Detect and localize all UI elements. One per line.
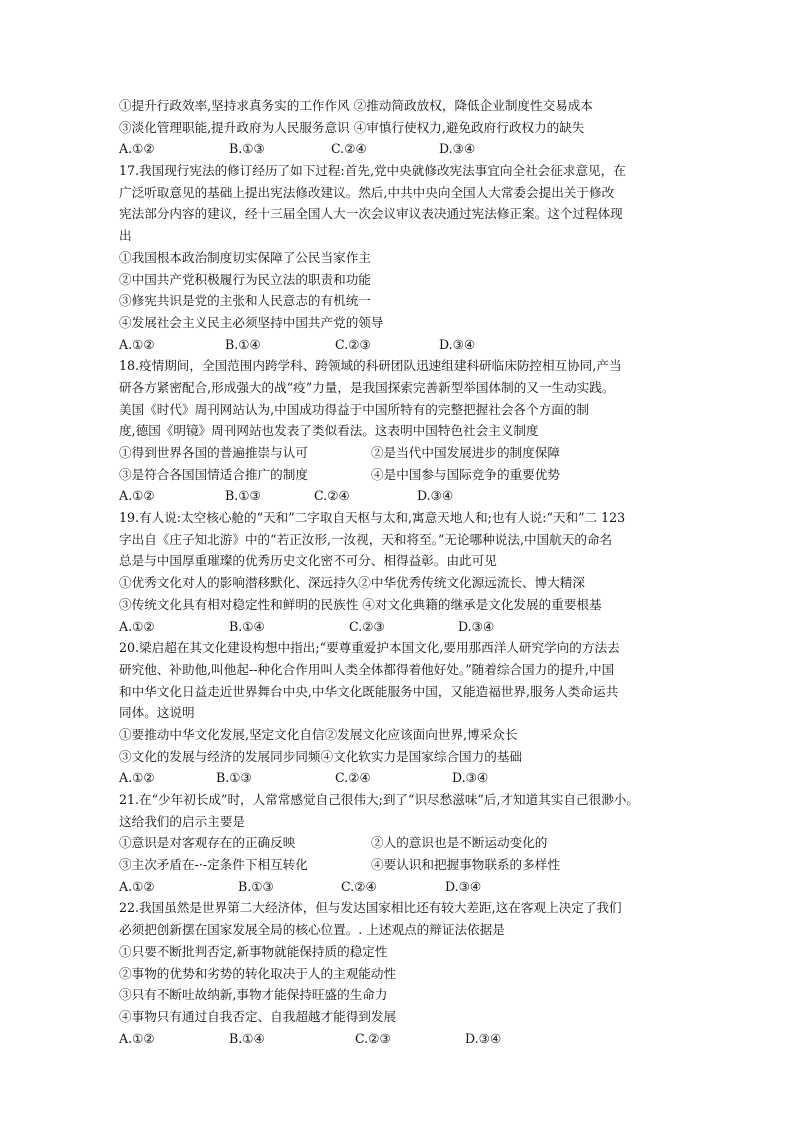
q17-item: ②中国共产党积极履行为民立法的职责和功能 (119, 271, 371, 287)
q20-stem: 20.梁启超在其文化建设构想中指出;“要尊重爱护本国文化,要用那西洋人研究学向的方法去 (119, 640, 620, 656)
q18-item: ②是当代中国发展进步的制度保障 (371, 445, 560, 460)
q18-item: ③是符合各国国情适合推广的制度 (119, 466, 308, 482)
q17-item: ①我国根本政治制度切实保障了公民当家作主 (119, 249, 371, 265)
option-a: A.①② (119, 618, 155, 634)
q22-item: ③只有不断吐故纳新,事物才能保持旺盛的生命力 (119, 987, 388, 1003)
q18-stem: 度,德国《明镜》周刊网站也发表了类似看法。这表明中国特色社会主义制度 (119, 423, 539, 439)
q17-stem: 广泛听取意见的基础上提出宪法修改建议。然后,中共中央向全国人大常委会提出关于修改 (119, 184, 615, 200)
option-c: C.②④ (341, 878, 377, 894)
q16-item-line: ③淡化管理职能,提升政府为人民服务意识 ④审慎行使权力,避免政府行政权力的缺失 (119, 119, 585, 135)
q22-options (119, 1028, 679, 1050)
q21-item: ①意识是对客观存在的正确反映 (119, 835, 296, 851)
q17-stem: 出 (119, 228, 132, 244)
q18-stem: 美国《时代》周刊网站认为,中国成功得益于中国所特有的完整把握社会各个方面的制 (119, 401, 589, 417)
option-a: A.①② (119, 488, 155, 504)
option-d: D.③④ (458, 618, 495, 634)
q21-item: ③主次矛盾在-·-定条件下相互转化 (119, 857, 308, 873)
q20-stem: 同体。这说明 (119, 705, 195, 721)
option-a: A.①② (119, 141, 155, 157)
q18-stem: 18.疫情期间，全国范围内跨学科、跨领域的科研团队迅速组建科研临床防控相互协同,产当 (119, 358, 622, 374)
q19-options (119, 616, 679, 638)
q21-item-row (119, 832, 679, 854)
option-d: D.③④ (439, 141, 476, 157)
option-b: B.①③ (225, 488, 261, 504)
q21-item: ②人的意识也是不断运动变化的 (371, 835, 548, 851)
option-c: C.②④ (331, 141, 367, 157)
q17-options (119, 334, 679, 356)
q20-options (119, 767, 679, 789)
q19-item: ①优秀文化对人的影响潜移默化、深远持久②中华优秀传统文化源远流长、博大精深 (119, 575, 585, 591)
option-b: B.①③ (216, 770, 252, 786)
option-d: D.③④ (465, 1030, 502, 1046)
option-a: A.①② (119, 770, 155, 786)
q20-stem: 研究他、补助他,叫他起--种化合作用叫人类全体都得着他好处。”随着综合国力的提升,中国 (119, 661, 615, 677)
q18-stem: 研各方紧密配合,形成强大的战“疫”力量，是我国探索完善新型举国体制的又一生动实践。 (119, 379, 615, 395)
q17-item: ④发展社会主义民主必须坚持中国共产党的领导 (119, 314, 384, 330)
q22-item: ②事物的优势和劣势的转化取决于人的主观能动性 (119, 965, 397, 981)
q19-stem: 19.有人说:太空核心舱的“天和”二字取自天枢与太和,寓意天地人和;也有人说:“天和”二 123 (119, 510, 626, 526)
q16-options (119, 138, 679, 160)
q17-item: ③修宪共识是党的主张和人民意志的有机统一 (119, 293, 371, 309)
option-c: C.②③ (349, 618, 385, 634)
q18-item-row (119, 464, 679, 486)
q20-item: ③文化的发展与经济的发展同步同频④文化软实力是国家综合国力的基础 (119, 748, 522, 764)
q16-item-line: ①提升行政效率,坚持求真务实的工作作风 ②推动简政放权，降低企业制度性交易成本 (119, 98, 593, 113)
q17-stem: 宪法部分内容的建议，经十三届全国人大一次会议审议表决通过宪法修正案。这个过程体现 (119, 206, 623, 222)
option-a: A.①② (119, 1030, 155, 1046)
option-a: A.①② (119, 878, 155, 894)
q21-item: ④要认识和把握事物联系的多样性 (371, 857, 560, 873)
q18-item: ④是中国参与国际竞争的重要优势 (371, 466, 560, 482)
q18-item-row (119, 442, 679, 464)
q21-item-row (119, 854, 679, 876)
option-c: C.②③ (355, 1030, 391, 1046)
option-d: D.③④ (417, 488, 454, 504)
exam-page (119, 95, 679, 1049)
q22-item: ④事物只有通过自我否定、自我超越才能得到发展 (119, 1008, 397, 1024)
q22-stem: 必须把创新摆在国家发展全局的核心位置。. 上述观点的辩证法依据是 (119, 922, 505, 938)
q17-stem: 17.我国现行宪法的修订经历了如下过程:首先,党中央就修改宪法事宜向全社会征求意见，在 (119, 163, 626, 179)
q20-stem: 和中华文化日益走近世界舞台中央,中华文化既能服务中国，又能造福世界,服务人类命运共 (119, 683, 619, 699)
option-a: A.①② (119, 336, 155, 352)
option-d: D.③④ (445, 878, 482, 894)
q19-stem: 总是与中国厚重璀璨的优秀历史文化密不可分、相得益彰。由此可见 (119, 553, 497, 569)
q19-stem: 字出自《庄子知北游》中的“若正汝形,一汝视，天和将至。”无论哪种说法,中国航天的命名 (119, 531, 613, 547)
q21-options (119, 876, 679, 898)
option-c: C.②④ (314, 488, 350, 504)
option-b: B.①③ (238, 878, 274, 894)
option-d: D.③④ (439, 336, 476, 352)
q22-stem: 22.我国虽然是世界第二大经济体，但与发达国家相比还有较大差距,这在客观上决定了我们 (119, 900, 622, 916)
q21-stem: 21.在“少年初长成”时，人常常感觉自己很伟大;到了“识尽愁滋味”后,才知道其实自己很渺小。 (119, 792, 639, 807)
q22-item: ①只要不断批判否定,新事物就能保持质的稳定性 (119, 943, 388, 959)
q18-item: ①得到世界各国的普遍推崇与认可 (119, 445, 308, 460)
option-b: B.①③ (229, 141, 265, 157)
option-c: C.②④ (335, 770, 371, 786)
q21-stem: 这给我们的启示主要是 (119, 813, 245, 829)
option-b: B.①④ (225, 336, 261, 352)
q20-item: ①要推动中华文化发展,坚定文化自信②发展文化应该面向世界,博采众长 (119, 726, 518, 742)
q18-options (119, 485, 679, 507)
option-d: D.③④ (452, 770, 489, 786)
option-b: B.①④ (229, 618, 265, 634)
option-c: C.②③ (335, 336, 371, 352)
option-b: B.①④ (229, 1030, 265, 1046)
q19-item: ③传统文化具有相对稳定性和鲜明的民族性 ④对文化典籍的继承是文化发展的重要根基 (119, 596, 602, 612)
